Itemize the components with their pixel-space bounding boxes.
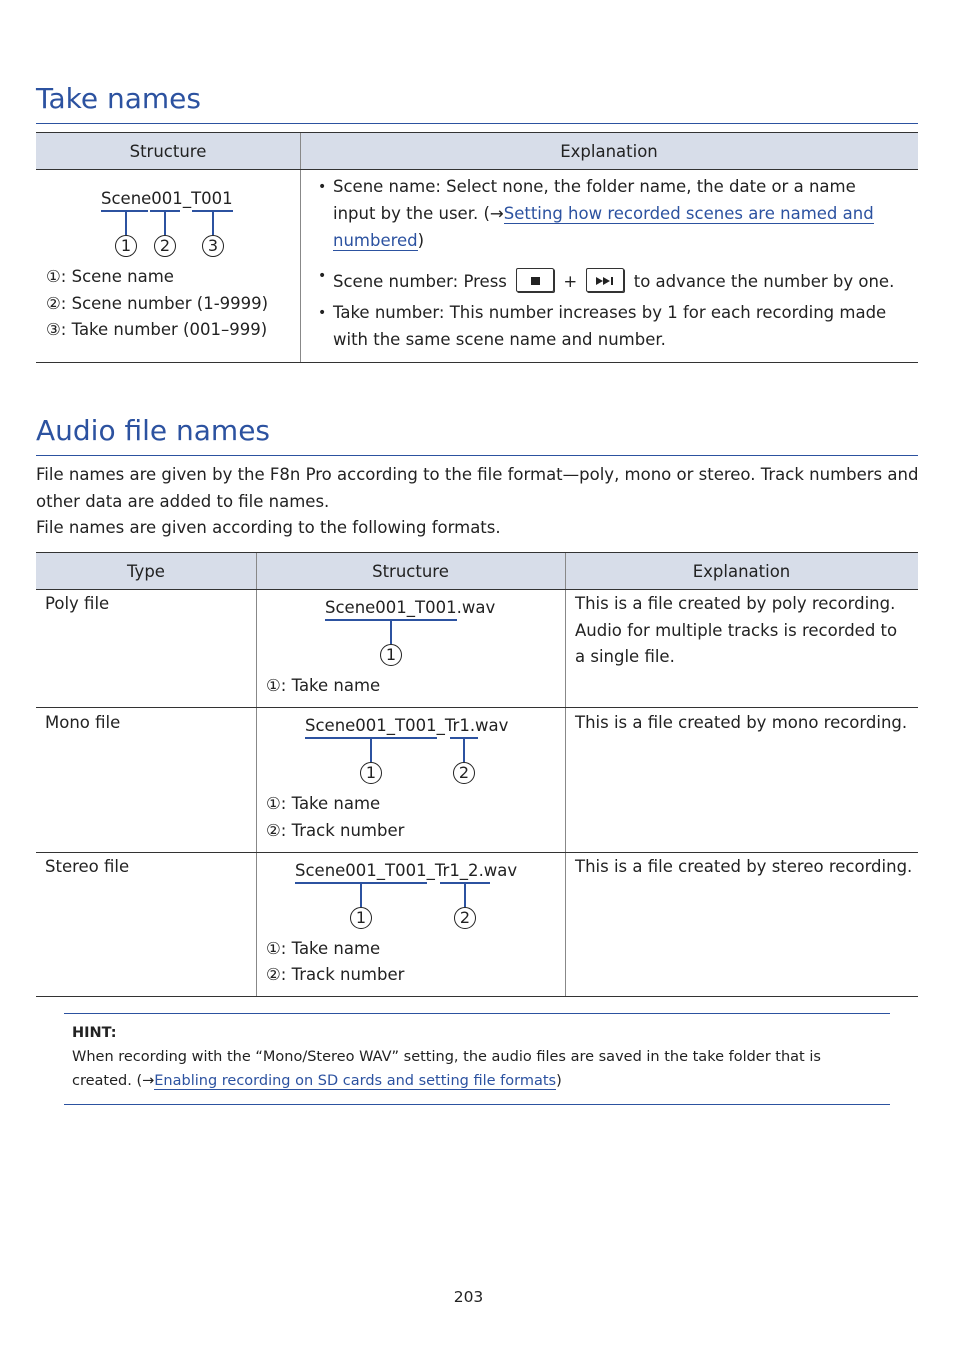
link-scene-naming-cont[interactable]: numbered <box>333 231 418 250</box>
header-type: Type <box>127 561 165 581</box>
row-type: Poly file <box>45 594 110 613</box>
legend-scene-name: ①: Scene name <box>46 267 174 286</box>
next-key-icon <box>586 268 624 292</box>
bullet-scene-name: Scene name: Select none, the folder name, the date or a name <box>333 177 856 196</box>
mono-legend-track: ②: Track number <box>266 821 405 840</box>
marker-2: 2 <box>453 762 475 784</box>
intro-line-1: File names are given by the F8n Pro according to the file format—poly, mono or stereo. Track numbers and <box>36 465 919 484</box>
take-names-table-header <box>36 132 918 170</box>
mono-filename: Scene001_T001_Tr1.wav <box>305 716 509 735</box>
row-type: Mono file <box>45 713 121 732</box>
marker-2: 2 <box>454 907 476 929</box>
legend-scene-number: ②: Scene number (1-9999) <box>46 294 269 313</box>
row-type: Stereo file <box>45 857 130 876</box>
take-names-heading: Take names <box>36 82 201 115</box>
stereo-legend-track: ②: Track number <box>266 965 405 984</box>
header-structure: Structure <box>129 141 207 161</box>
legend-take-number: ③: Take number (001–999) <box>46 320 268 339</box>
audio-file-names-heading: Audio file names <box>36 414 271 447</box>
poly-legend-take: ①: Take name <box>266 676 381 695</box>
marker-1: 1 <box>380 644 402 666</box>
hint-line-2: created. (→Enabling recording on SD cards and setting file formats) <box>72 1073 562 1089</box>
audio-table-header <box>36 552 918 590</box>
poly-filename: Scene001_T001.wav <box>325 598 496 617</box>
header-explanation-2: Explanation <box>692 561 791 581</box>
intro-line-3: File names are given according to the following formats. <box>36 518 501 537</box>
stereo-filename: Scene001_T001_Tr1_2.wav <box>295 861 518 880</box>
header-structure-2: Structure <box>372 561 449 581</box>
diagram-part-scene: Scene001_T001 <box>101 189 233 208</box>
stereo-legend-take: ①: Take name <box>266 939 381 958</box>
mono-legend-take: ①: Take name <box>266 794 381 813</box>
marker-3: 3 <box>202 235 224 257</box>
marker-1: 1 <box>115 235 137 257</box>
marker-2: 2 <box>154 235 176 257</box>
audio-file-names-rule <box>36 455 918 456</box>
marker-1: 1 <box>360 762 382 784</box>
bullet-scene-number: Scene number: Press + to advance the number by one. <box>333 263 894 296</box>
link-sd-recording[interactable]: Enabling recording on SD cards and setting file formats <box>154 1073 557 1089</box>
header-explanation: Explanation <box>560 141 658 161</box>
hint-title: HINT: <box>72 1025 117 1041</box>
take-names-rule <box>36 123 918 124</box>
page-number: 203 <box>453 1288 484 1306</box>
bullet-take-number: Take number: This number increases by 1 for each recording made <box>333 303 887 322</box>
stop-key-icon <box>516 268 554 292</box>
link-scene-naming[interactable]: Setting how recorded scenes are named and <box>503 204 874 223</box>
intro-line-2: other data are added to file names. <box>36 492 330 511</box>
hint-line-1: When recording with the “Mono/Stereo WAV” setting, the audio files are saved in the take folder that is <box>72 1049 821 1065</box>
marker-1: 1 <box>350 907 372 929</box>
